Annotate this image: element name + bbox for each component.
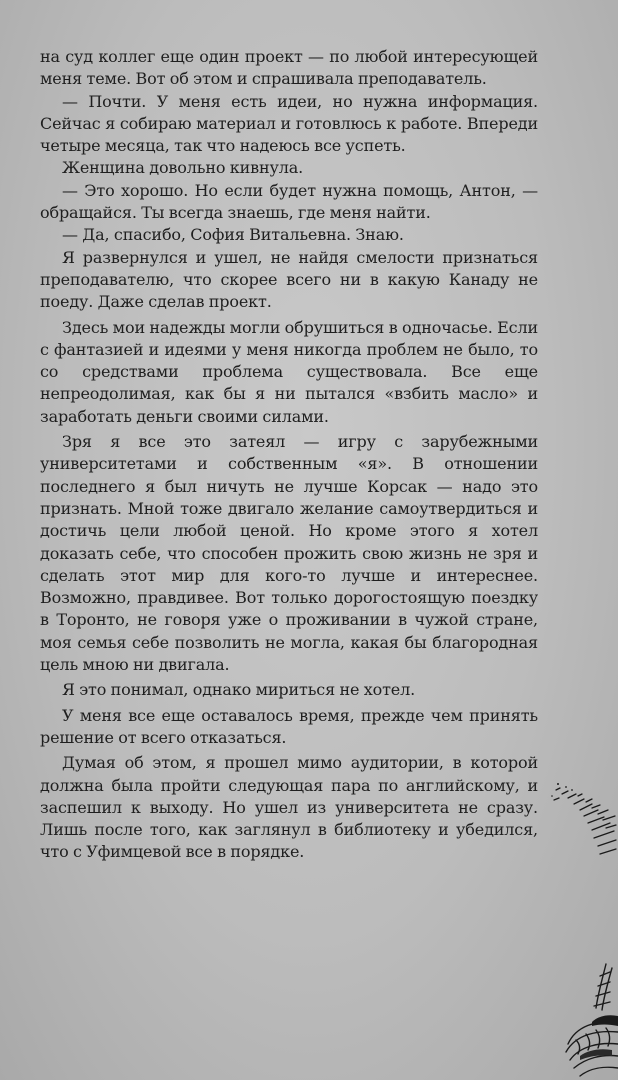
paragraph: на суд коллег еще один проект — по любой интересующей меня теме. Вот об этом и спрашивала преподаватель.	[40, 47, 538, 89]
paragraph: У меня все еще оставалось время, прежде чем принять решение от всего отказаться.	[40, 705, 538, 747]
paragraph: Я это понимал, однако мириться не хотел.	[62, 680, 416, 700]
hatched-sketch-icon	[548, 768, 618, 868]
paragraph: Я развернулся и ушел, не найдя смелости признаться преподавателю, что скорее всего ни в какую Канаду не поеду. Даже сделав проект.	[40, 247, 538, 312]
paragraph: Зря я все это затеял — игру с зарубежными университетами и собственным «я». В отношении последнего я был ничуть не лучше Корсак — надо это признать. Мной тоже двигало желание самоутвердиться и достичь цели любой ценой. Но кроме этого я хотел доказать себе, что способен прожить свою жизнь не зря и сделать этот мир для кого-то лучше и интереснее. Возможно, правдивее. Вот только дорогостоящую поездку в Торонто, не говоря уже о проживании в чужой стране, моя семья себе позволить не могла, какая бы благородная цель мною ни двигала.	[40, 432, 538, 675]
paragraph: — Это хорошо. Но если будет нужна помощь, Антон, — обращайся. Ты всегда знаешь, где меня найти.	[40, 180, 538, 223]
paragraph: Здесь мои надежды могли обрушиться в одночасье. Если с фантазией и идеями у меня никогда проблем не было, то со средствами проблема существовала. Все еще непреодолимая, как бы я ни пытался «взбить масло» и заработать деньги своими силами.	[40, 317, 538, 426]
paragraph: — Да, спасибо, София Витальевна. Знаю.	[62, 225, 404, 245]
paragraph: Женщина довольно кивнула.	[62, 158, 304, 178]
scribble-illustration-icon	[562, 960, 618, 1080]
paragraph: Думая об этом, я прошел мимо аудитории, в которой должна была пройти следующая пара по английскому, и заспешил к выходу. Но ушел из университета не сразу. Лишь после того, как заглянул в библиотеку и убедился, что с Уфимцевой все в порядке.	[40, 753, 538, 862]
page-text-body	[40, 46, 538, 864]
paragraph: — Почти. У меня есть идеи, но нужна информация. Сейчас я собираю материал и готовлюсь к работе. Впереди четыре месяца, так что надеюсь все успеть.	[40, 91, 538, 156]
